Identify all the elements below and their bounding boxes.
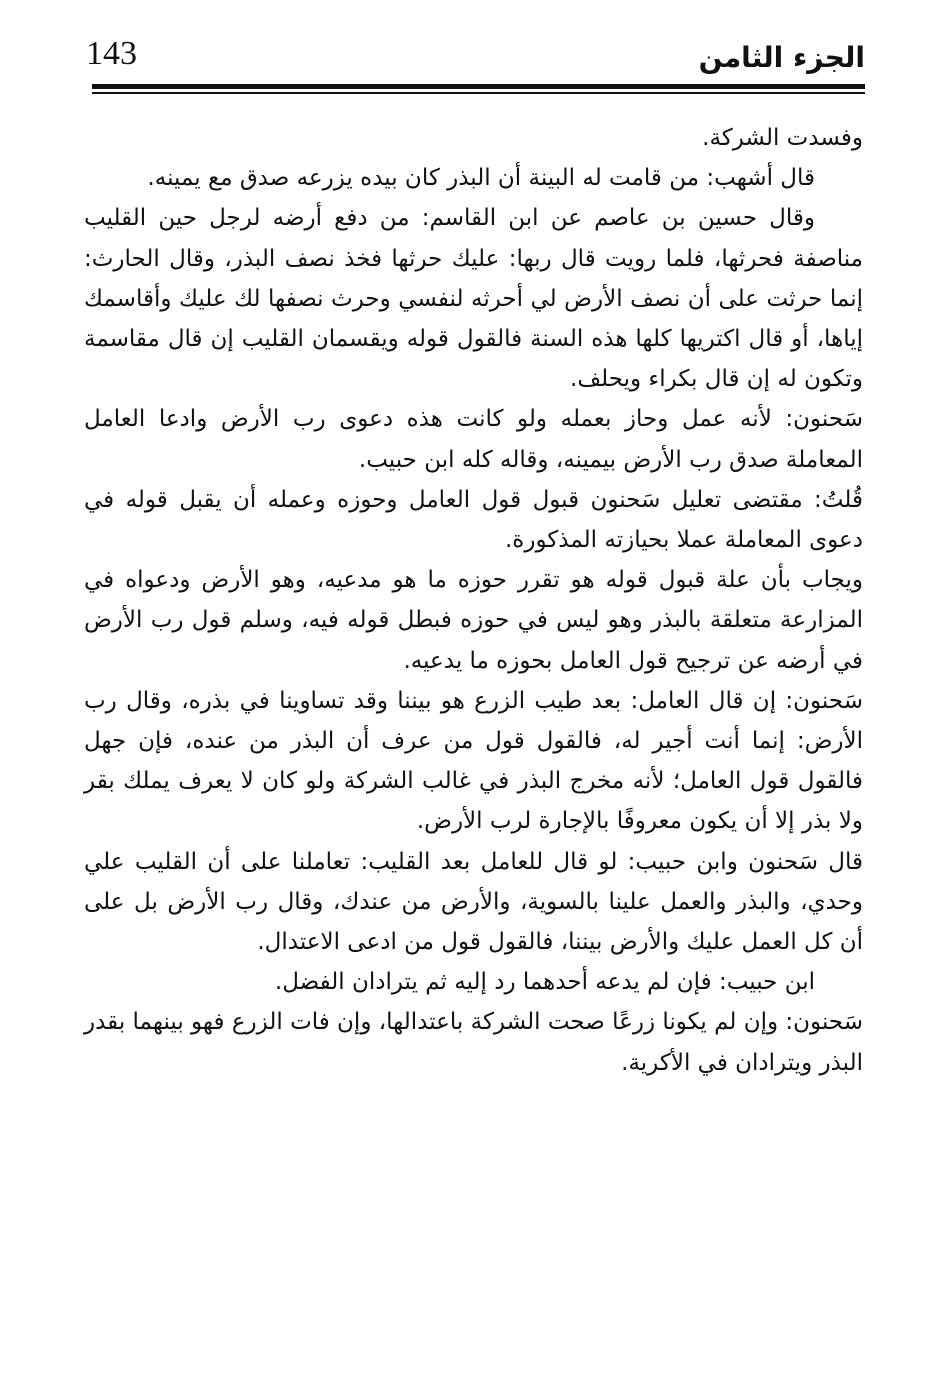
body-text — [84, 118, 863, 1083]
header-rule-thin — [92, 92, 865, 94]
paragraph-2: قال أشهب: من قامت له البينة أن البذر كان بيده يزرعه صدق مع يمينه. — [147, 165, 815, 192]
paragraph-5: قُلتُ: مقتضى تعليل سَحنون قبول قول العامل وحوزه وعمله أن يقبل قوله في دعوى المعاملة عملا بحيازته المذكورة. — [84, 486, 863, 554]
paragraph-10: سَحنون: وإن لم يكونا زرعًا صحت الشركة باعتدالها، وإن فات الزرع فهو بينهما بقدر البذر ويترادان في الأكرية. — [84, 1009, 863, 1076]
paragraph-4: سَحنون: لأنه عمل وحاز بعمله ولو كانت هذه دعوى رب الأرض وادعا العامل المعاملة صدق رب الأرض بيمينه، وقاله كله ابن حبيب. — [84, 406, 863, 473]
paragraph-1: وفسدت الشركة. — [702, 125, 863, 151]
page-header — [86, 34, 865, 78]
page-number: 143 — [86, 35, 137, 72]
paragraph-6: ويجاب بأن علة قبول قوله هو تقرر حوزه ما هو مدعيه، وهو الأرض ودعواه في المزارعة متعلقة بالبذر وهو ليس في حوزه فبطل قوله فيه، وسلم قول رب الأرض في أرضه عن ترجيح قول العامل بحوزه ما يدعيه. — [84, 567, 863, 674]
paragraph-7: سَحنون: إن قال العامل: بعد طيب الزرع هو بيننا وقد تساوينا في بذره، وقال رب الأرض: إنما أنت أجير له، فالقول قول من عرف أن البذر من عنده، فإن جهل فالقول قول العامل؛ لأنه مخرج البذر في غالب الشركة ولو كان لا يعرف يملك بقر ولا بذر إلا أن يكون معروفًا بالإجارة لرب الأرض. — [84, 687, 863, 835]
header-rule-thick — [92, 84, 865, 89]
paragraph-9: ابن حبيب: فإن لم يدعه أحدهما رد إليه ثم يترادان الفضل. — [274, 969, 815, 996]
paragraph-3: وقال حسين بن عاصم عن ابن القاسم: من دفع أرضه لرجل حين القليب مناصفة فحرثها، فلما رويت قال ربها: عليك حرثها فخذ نصف البذر، وقال الحارث: إنما حرثت على أن نصف الأرض لي أحرثه لنفسي وحرث نصفها لك عليك وأقاسمك إياها، أو قال اكتريها كلها هذه السنة فالقول قوله ويقسمان القليب إن قال مقاسمة وتكون له إن قال بكراء ويحلف. — [84, 205, 863, 393]
running-title: الجزء الثامن — [698, 41, 865, 74]
paragraph-8: قال سَحنون وابن حبيب: لو قال للعامل بعد القليب: تعاملنا على أن القليب علي وحدي، والبذر والعمل علينا بالسوية، والأرض من عندك، وقال رب الأرض بل على أن كل العمل عليك والأرض بيننا، فالقول قول من ادعى الاعتدال. — [84, 848, 863, 956]
